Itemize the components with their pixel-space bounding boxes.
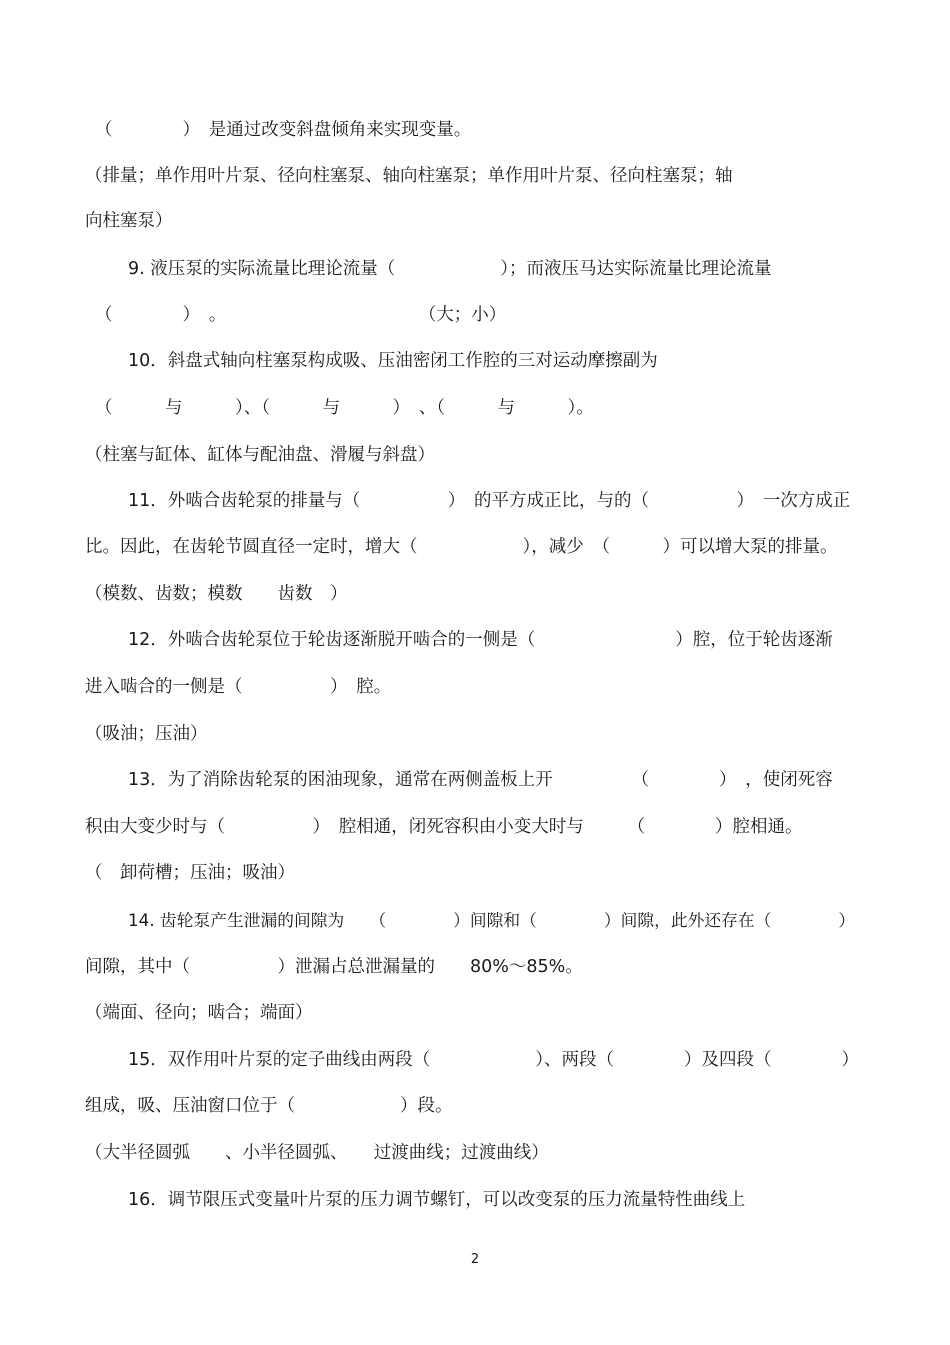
text-line: 12．外啮合齿轮泵位于轮齿逐渐脱开啮合的一侧是（ ）腔，位于轮齿逐渐: [128, 630, 833, 650]
text-line: 9. 液压泵的实际流量比理论流量（ ）；而液压马达实际流量比理论流量: [128, 259, 772, 279]
text-line: （端面、径向；啮合；端面）: [85, 1003, 313, 1023]
text-line: 15．双作用叶片泵的定子曲线由两段（ ）、两段（ ）及四段（ ）: [128, 1050, 860, 1070]
text-line: 14. 齿轮泵产生泄漏的间隙为 （ ）间隙和（ ）间隙，此外还存在（ ）: [128, 910, 856, 930]
text-line: （ 与 ）、（ 与 ） 、（ 与 ）。: [95, 398, 594, 418]
text-line: （排量；单作用叶片泵、径向柱塞泵、轴向柱塞泵；单作用叶片泵、径向柱塞泵；轴: [85, 166, 733, 186]
text-line: 积由大变少时与（ ） 腔相通，闭死容积由小变大时与 （ ）腔相通。: [85, 817, 803, 837]
text-line: 11．外啮合齿轮泵的排量与（ ） 的平方成正比，与的（ ） 一次方成正: [128, 491, 851, 511]
text-line: （ 卸荷槽；压油；吸油）: [85, 863, 295, 883]
text-line: 组成，吸、压油窗口位于（ ）段。: [85, 1096, 453, 1116]
text-line: 比。因此，在齿轮节圆直径一定时，增大（ ），减少 （ ）可以增大泵的排量。: [85, 537, 838, 557]
text-line: 16．调节限压式变量叶片泵的压力调节螺钉，可以改变泵的压力流量特性曲线上: [128, 1190, 746, 1210]
text-line: （模数、齿数；模数 齿数 ）: [85, 584, 348, 604]
text-line: （吸油；压油）: [85, 724, 208, 744]
text-line: （ ） 。 （大；小）: [95, 305, 507, 325]
text-line: 向柱塞泵）: [85, 211, 173, 231]
text-line: 进入啮合的一侧是（ ） 腔。: [85, 677, 392, 697]
text-line: 13．为了消除齿轮泵的困油现象，通常在两侧盖板上开 （ ） ，使闭死容: [128, 770, 833, 790]
text-line: （ ） 是通过改变斜盘倾角来实现变量。: [95, 120, 472, 140]
page-number: 2: [470, 1252, 480, 1267]
text-line: 10．斜盘式轴向柱塞泵构成吸、压油密闭工作腔的三对运动摩擦副为: [128, 351, 658, 371]
text-line: （柱塞与缸体、缸体与配油盘、滑履与斜盘）: [85, 445, 435, 465]
text-line: 间隙，其中（ ）泄漏占总泄漏量的 80%～85%。: [85, 957, 583, 977]
text-line: （大半径圆弧 、小半径圆弧、 过渡曲线；过渡曲线）: [85, 1143, 549, 1163]
